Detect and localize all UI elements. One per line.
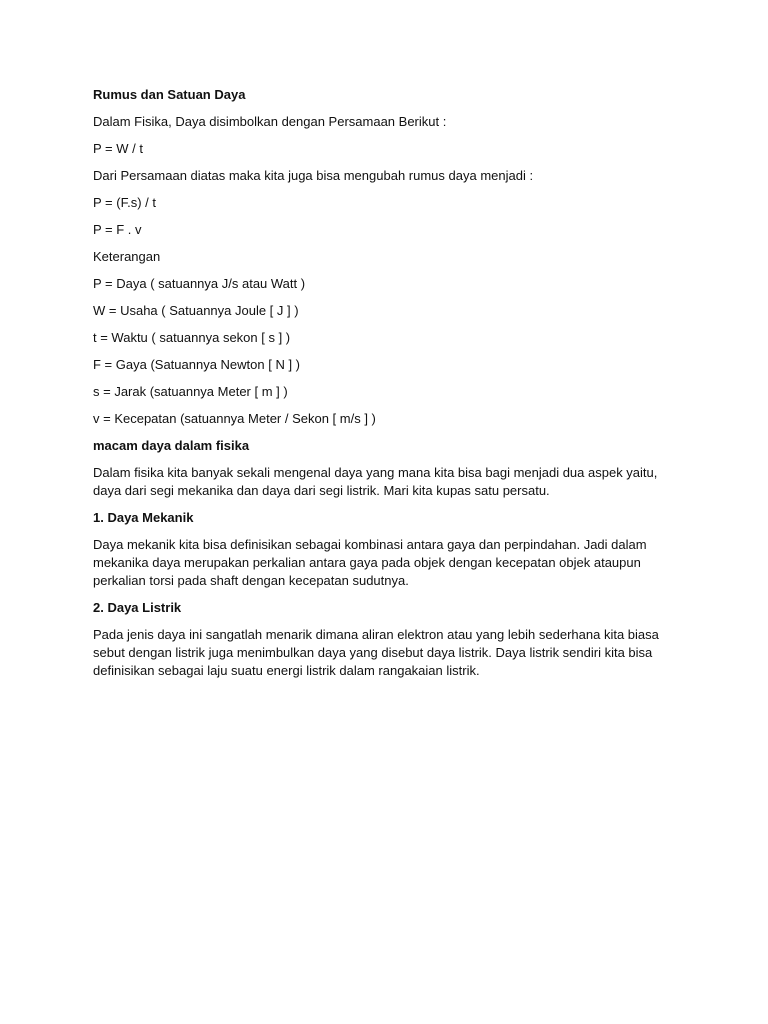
intro-text-2: Dari Persamaan diatas maka kita juga bisa mengubah rumus daya menjadi : [93,168,534,183]
subsection-heading-listrik: 2. Daya Listrik [93,600,182,615]
keterangan-item: t = Waktu ( satuannya sekon [ s ] ) [93,330,291,345]
subsection-paragraph-listrik: Pada jenis daya ini sangatlah menarik dimana aliran elektron atau yang lebih sederhana kita biasa sebut dengan listrik juga menimbulkan daya yang disebut daya listrik. Daya listrik sendiri kita bisa definisikan sebagai laju suatu energi listrik dalam rangakaian listrik. [93,627,659,678]
section-heading: macam daya dalam fisika [93,438,250,453]
intro-text: Dalam Fisika, Daya disimbolkan dengan Persamaan Berikut : [93,114,447,129]
subsection-heading-mekanik: 1. Daya Mekanik [93,510,194,525]
formula-power: P = W / t [93,141,143,156]
keterangan-item: s = Jarak (satuannya Meter [ m ] ) [93,384,288,399]
formula-power-force-velocity: P = F . v [93,222,142,237]
section-paragraph: Dalam fisika kita banyak sekali mengenal daya yang mana kita bisa bagi menjadi dua aspek yaitu, daya dari segi mekanika dan daya dari segi listrik. Mari kita kupas satu persatu. [93,465,658,498]
keterangan-label: Keterangan [93,249,161,264]
formula-power-force-distance: P = (F.s) / t [93,195,156,210]
subsection-paragraph-mekanik: Daya mekanik kita bisa definisikan sebagai kombinasi antara gaya dan perpindahan. Jadi dalam mekanika daya merupakan perkalian antara gaya pada objek dengan kecepatan objek ataupun perkalian torsi pada shaft dengan kecepatan sudutnya. [93,537,647,588]
document-page [93,86,673,689]
keterangan-item: W = Usaha ( Satuannya Joule [ J ] ) [93,303,299,318]
keterangan-item: F = Gaya (Satuannya Newton [ N ] ) [93,357,301,372]
keterangan-item: v = Kecepatan (satuannya Meter / Sekon [ m/s ] ) [93,411,376,426]
document-title: Rumus dan Satuan Daya [93,87,246,102]
keterangan-item: P = Daya ( satuannya J/s atau Watt ) [93,276,306,291]
